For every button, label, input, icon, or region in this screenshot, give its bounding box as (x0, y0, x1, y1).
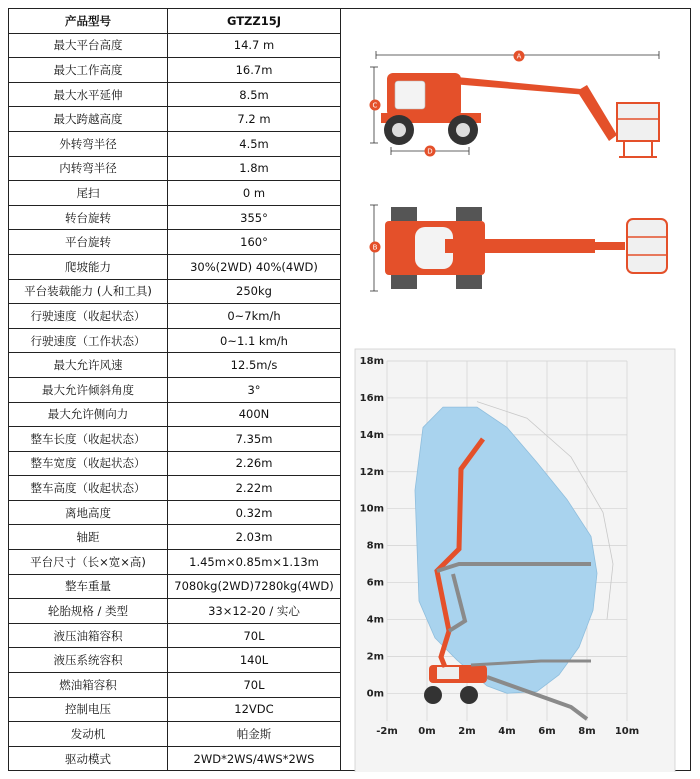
spec-row (9, 33, 341, 58)
spec-label: 驱动模式 (9, 746, 168, 771)
spec-value: 7080kg(2WD)7280kg(4WD) (168, 574, 341, 599)
spec-row (9, 722, 341, 747)
spec-row (9, 377, 341, 402)
y-tick-label: 8m (366, 540, 384, 552)
spec-row (9, 254, 341, 279)
y-tick-label: 10m (359, 503, 384, 515)
dim-label-d: D (427, 147, 433, 156)
x-tick-label: 10m (614, 726, 640, 737)
x-tick-label: 4m (498, 726, 516, 737)
spec-label: 行驶速度（工作状态） (9, 328, 168, 353)
spec-label: 最大允许侧向力 (9, 402, 168, 427)
spec-table (8, 8, 341, 771)
side-view-machine (381, 73, 659, 157)
spec-label: 燃油箱容积 (9, 673, 168, 698)
spec-value: 400N (168, 402, 341, 427)
dim-label-b: B (372, 243, 378, 252)
y-tick-label: 14m (359, 429, 384, 441)
x-tick-label: 2m (458, 726, 476, 737)
spec-label: 爬坡能力 (9, 254, 168, 279)
y-tick-label: 4m (366, 614, 384, 626)
spec-row (9, 131, 341, 156)
spec-label: 平台尺寸（长×宽×高) (9, 550, 168, 575)
spec-value: 70L (168, 623, 341, 648)
spec-value: 14.7 m (168, 33, 341, 58)
spec-value: 2.03m (168, 525, 341, 550)
spec-label: 最大允许风速 (9, 353, 168, 378)
spec-label: 最大允许倾斜角度 (9, 377, 168, 402)
spec-value: 250kg (168, 279, 341, 304)
spec-row (9, 353, 341, 378)
spec-label: 转台旋转 (9, 205, 168, 230)
spec-value: 0~7km/h (168, 304, 341, 329)
y-tick-label: 0m (366, 688, 384, 700)
spec-value: 12VDC (168, 697, 341, 722)
spec-row (9, 574, 341, 599)
spec-header-row (9, 9, 341, 34)
spec-value: 30%(2WD) 40%(4WD) (168, 254, 341, 279)
y-tick-label: 16m (359, 392, 384, 404)
spec-label: 发动机 (9, 722, 168, 747)
spec-row (9, 451, 341, 476)
spec-value: 1.45m×0.85m×1.13m (168, 550, 341, 575)
spec-row (9, 205, 341, 230)
spec-value: 4.5m (168, 131, 341, 156)
spec-label: 整车重量 (9, 574, 168, 599)
dim-label-a: A (516, 52, 522, 61)
spec-row (9, 427, 341, 452)
spec-row (9, 58, 341, 83)
y-tick-label: 18m (359, 356, 384, 367)
spec-header-value: GTZZ15J (168, 9, 341, 34)
x-tick-label: -2m (376, 726, 398, 737)
y-tick-label: 6m (366, 577, 384, 589)
spec-label: 整车高度（收起状态） (9, 476, 168, 501)
spec-value: 2WD*2WS/4WS*2WS (168, 746, 341, 771)
spec-value: 70L (168, 673, 341, 698)
spec-label: 液压油箱容积 (9, 623, 168, 648)
spec-label: 控制电压 (9, 697, 168, 722)
spec-value: 3° (168, 377, 341, 402)
x-tick-label: 8m (578, 726, 596, 737)
spec-label: 液压系统容积 (9, 648, 168, 673)
spec-value: 帕金斯 (168, 722, 341, 747)
spec-label: 平台旋转 (9, 230, 168, 255)
spec-value: 140L (168, 648, 341, 673)
spec-row (9, 697, 341, 722)
spec-value: 7.2 m (168, 107, 341, 132)
spec-label: 平台装载能力 (人和工具) (9, 279, 168, 304)
spec-row (9, 279, 341, 304)
spec-value: 0~1.1 km/h (168, 328, 341, 353)
spec-value: 12.5m/s (168, 353, 341, 378)
spec-row (9, 550, 341, 575)
spec-row (9, 107, 341, 132)
spec-label: 最大工作高度 (9, 58, 168, 83)
spec-value: 16.7m (168, 58, 341, 83)
spec-label: 轮胎规格 / 类型 (9, 599, 168, 624)
spec-label: 整车长度（收起状态） (9, 427, 168, 452)
spec-row (9, 304, 341, 329)
spec-label: 行驶速度（收起状态） (9, 304, 168, 329)
spec-row (9, 476, 341, 501)
machine-dimension-drawing (341, 9, 690, 772)
spec-row (9, 181, 341, 206)
spec-value: 160° (168, 230, 341, 255)
spec-label: 最大水平延伸 (9, 82, 168, 107)
spec-row (9, 599, 341, 624)
dim-label-c: C (372, 101, 378, 110)
spec-row (9, 673, 341, 698)
spec-value: 8.5m (168, 82, 341, 107)
x-tick-label: 6m (538, 726, 556, 737)
spec-label: 离地高度 (9, 500, 168, 525)
y-tick-label: 12m (359, 466, 384, 478)
spec-row (9, 402, 341, 427)
spec-row (9, 230, 341, 255)
spec-label: 轴距 (9, 525, 168, 550)
spec-label: 最大跨越高度 (9, 107, 168, 132)
x-tick-label: 0m (418, 726, 436, 737)
spec-label: 内转弯半径 (9, 156, 168, 181)
spec-value: 1.8m (168, 156, 341, 181)
spec-row (9, 525, 341, 550)
y-tick-label: 2m (366, 651, 384, 663)
spec-value: 2.22m (168, 476, 341, 501)
spec-row (9, 648, 341, 673)
spec-value: 7.35m (168, 427, 341, 452)
spec-row (9, 156, 341, 181)
diagram-panel (341, 8, 691, 771)
spec-value: 0.32m (168, 500, 341, 525)
top-view-machine (385, 207, 667, 289)
spec-label: 最大平台高度 (9, 33, 168, 58)
spec-row (9, 623, 341, 648)
spec-header-label: 产品型号 (9, 9, 168, 34)
spec-label: 整车宽度（收起状态） (9, 451, 168, 476)
spec-row (9, 746, 341, 771)
spec-value: 355° (168, 205, 341, 230)
spec-value: 33×12-20 / 实心 (168, 599, 341, 624)
spec-row (9, 82, 341, 107)
spec-label: 尾扫 (9, 181, 168, 206)
spec-value: 0 m (168, 181, 341, 206)
spec-value: 2.26m (168, 451, 341, 476)
spec-row (9, 500, 341, 525)
spec-label: 外转弯半径 (9, 131, 168, 156)
spec-row (9, 328, 341, 353)
